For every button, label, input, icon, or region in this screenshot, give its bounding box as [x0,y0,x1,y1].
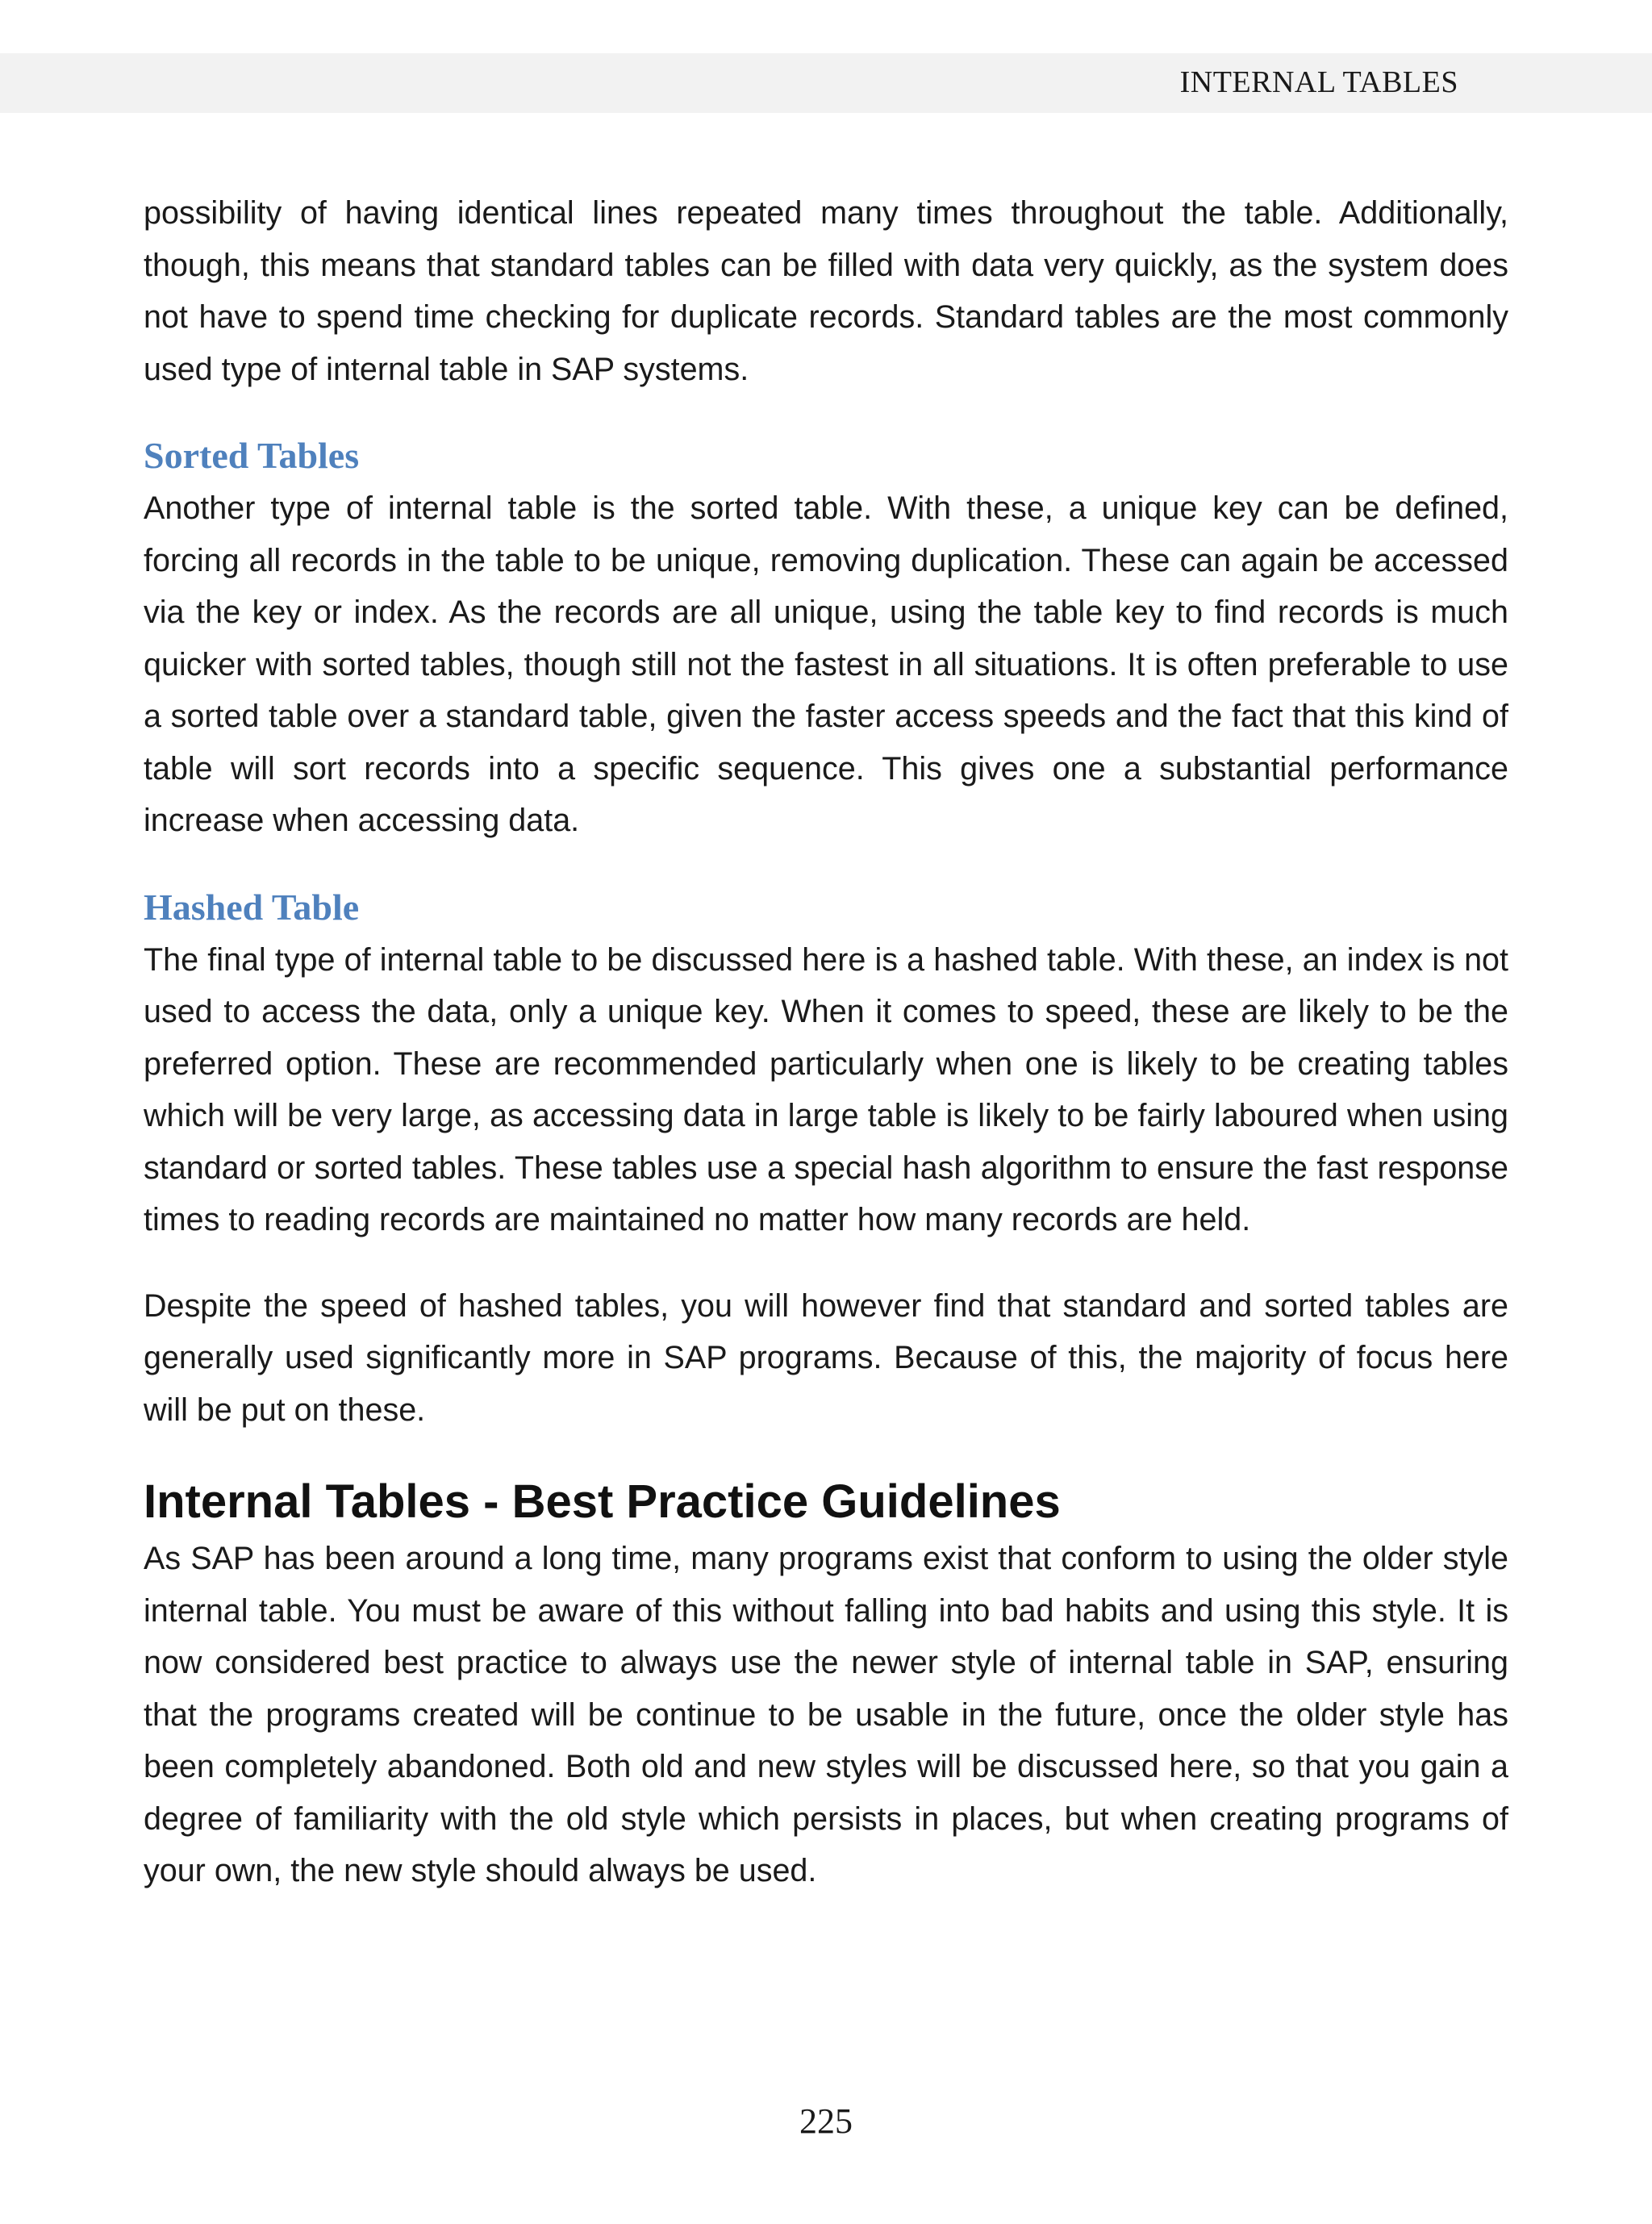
hashed-table-paragraph: The final type of internal table to be discussed here is a hashed table. With these, an index is not used to access the data, only a unique key. When it comes to speed, these are likely to be the preferred option. These are recommended particularly when one is likely to be creating tables which will be very large, as accessing data in large table is likely to be fairly laboured when using standard or sorted tables. These tables use a special hash algorithm to ensure the fast response times to reading records are maintained no matter how many records are held. [144,941,1508,1237]
page-number: 225 [799,2101,853,2141]
hashed-table-heading: Hashed Table [144,886,360,928]
sorted-tables-paragraph: Another type of internal table is the sorted table. With these, a unique key can be defined, forcing all records in the table to be unique, removing duplication. These can again be accessed via the key or index. As the records are all unique, using the table key to find records is much quicker with sorted tables, though still not the fastest in all situations. It is often preferable to use a sorted table over a standard table, given the faster access speeds and the fact that this kind of table will sort records into a specific sequence. This gives one a substantial performance increase when accessing data. [144,490,1508,838]
hashed-table-followup-paragraph: Despite the speed of hashed tables, you will however find that standard and sorted tables are generally used significantly more in SAP programs. Because of this, the majority of focus here will be put on these. [144,1287,1508,1428]
running-header-title: INTERNAL TABLES [1179,65,1458,99]
intro-paragraph: possibility of having identical lines repeated many times throughout the table. Additionally, though, this means that standard tables can be filled with data very quickly, as the system does not have to spend time checking for duplicate records. Standard tables are the most commonly used type of internal table in SAP systems. [144,195,1508,387]
best-practice-heading: Internal Tables - Best Practice Guidelines [144,1475,1061,1528]
running-header [0,53,1652,113]
page-body [144,187,1508,1897]
best-practice-paragraph: As SAP has been around a long time, many programs exist that conform to using the older style internal table. You must be aware of this without falling into bad habits and using this style. It is now considered best practice to always use the newer style of internal table in SAP, ensuring that the programs created will be continue to be usable in the future, once the older style has been completely abandoned. Both old and new styles will be discussed here, so that you gain a degree of familiarity with the old style which persists in places, but when creating programs of your own, the new style should always be used. [144,1541,1508,1888]
sorted-tables-heading: Sorted Tables [144,435,360,476]
